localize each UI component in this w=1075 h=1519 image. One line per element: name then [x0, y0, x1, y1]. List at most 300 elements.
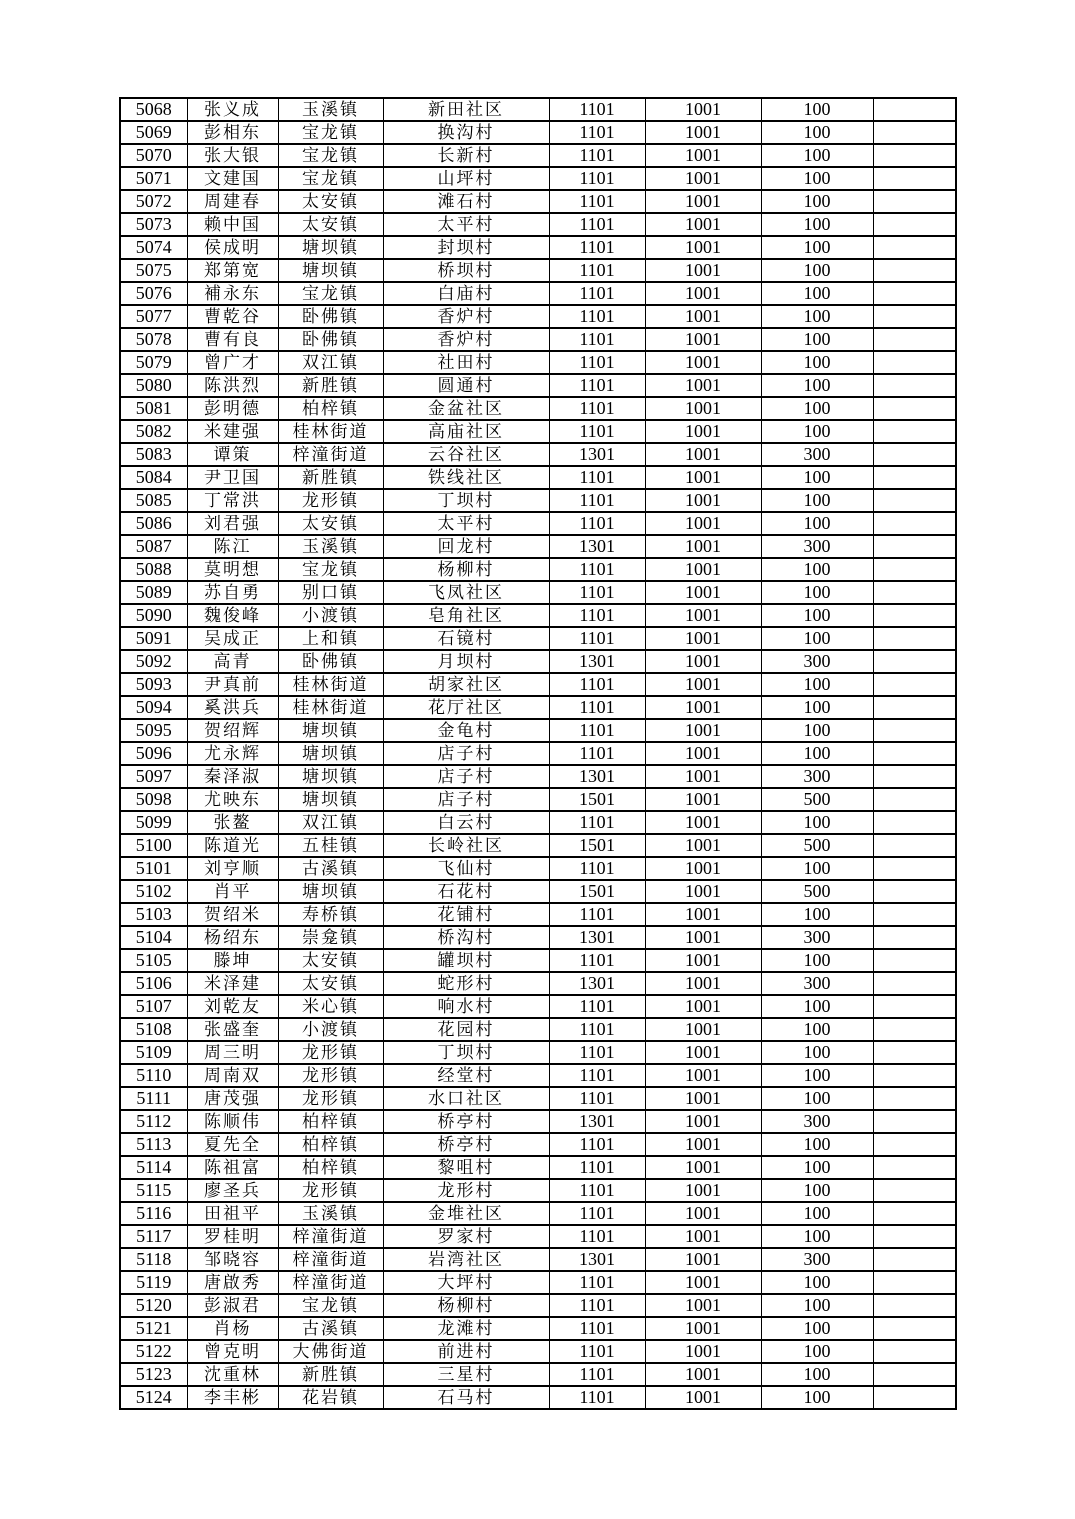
town-cell: 崇龛镇 — [278, 926, 383, 949]
code2-cell: 1001 — [645, 949, 761, 972]
town-cell: 米心镇 — [278, 995, 383, 1018]
town-cell: 小渡镇 — [278, 604, 383, 627]
village-cell: 经堂村 — [383, 1064, 549, 1087]
village-cell: 太平村 — [383, 512, 549, 535]
village-cell: 滩石村 — [383, 190, 549, 213]
table-row — [120, 581, 956, 604]
code2-cell: 1001 — [645, 1018, 761, 1041]
code2-cell: 1001 — [645, 1041, 761, 1064]
code2-cell: 1001 — [645, 1110, 761, 1133]
blank-cell — [873, 98, 956, 121]
code2-cell: 1001 — [645, 420, 761, 443]
name-cell: 尹真前 — [187, 673, 278, 696]
name-cell: 张义成 — [187, 98, 278, 121]
code1-cell: 1101 — [549, 397, 645, 420]
table-row — [120, 213, 956, 236]
serial-cell: 5120 — [120, 1294, 187, 1317]
name-cell: 周三明 — [187, 1041, 278, 1064]
code1-cell: 1101 — [549, 1363, 645, 1386]
table-row — [120, 535, 956, 558]
amount-cell: 100 — [761, 903, 873, 926]
table-row — [120, 765, 956, 788]
town-cell: 新胜镇 — [278, 374, 383, 397]
name-cell: 曹乾谷 — [187, 305, 278, 328]
code2-cell: 1001 — [645, 1248, 761, 1271]
serial-cell: 5070 — [120, 144, 187, 167]
code1-cell: 1101 — [549, 190, 645, 213]
town-cell: 宝龙镇 — [278, 1294, 383, 1317]
town-cell: 梓潼街道 — [278, 1271, 383, 1294]
code2-cell: 1001 — [645, 535, 761, 558]
code1-cell: 1101 — [549, 903, 645, 926]
code1-cell: 1101 — [549, 696, 645, 719]
code1-cell: 1101 — [549, 1271, 645, 1294]
serial-cell: 5115 — [120, 1179, 187, 1202]
table-row — [120, 328, 956, 351]
serial-cell: 5124 — [120, 1386, 187, 1409]
town-cell: 宝龙镇 — [278, 167, 383, 190]
code1-cell: 1101 — [549, 1202, 645, 1225]
name-cell: 沈重林 — [187, 1363, 278, 1386]
code1-cell: 1301 — [549, 972, 645, 995]
town-cell: 太安镇 — [278, 190, 383, 213]
name-cell: 张盛奎 — [187, 1018, 278, 1041]
code2-cell: 1001 — [645, 627, 761, 650]
amount-cell: 100 — [761, 1340, 873, 1363]
name-cell: 肖平 — [187, 880, 278, 903]
code2-cell: 1001 — [645, 1179, 761, 1202]
amount-cell: 100 — [761, 949, 873, 972]
table-row — [120, 719, 956, 742]
table-row — [120, 880, 956, 903]
name-cell: 滕坤 — [187, 949, 278, 972]
code2-cell: 1001 — [645, 167, 761, 190]
code1-cell: 1101 — [549, 259, 645, 282]
village-cell: 花铺村 — [383, 903, 549, 926]
code1-cell: 1101 — [549, 489, 645, 512]
name-cell: 尹卫国 — [187, 466, 278, 489]
town-cell: 柏梓镇 — [278, 1133, 383, 1156]
table-row — [120, 903, 956, 926]
table-row — [120, 1386, 956, 1409]
blank-cell — [873, 719, 956, 742]
name-cell: 米建强 — [187, 420, 278, 443]
code1-cell: 1101 — [549, 1133, 645, 1156]
name-cell: 贺绍米 — [187, 903, 278, 926]
blank-cell — [873, 696, 956, 719]
code2-cell: 1001 — [645, 1317, 761, 1340]
table-row — [120, 121, 956, 144]
village-cell: 三星村 — [383, 1363, 549, 1386]
name-cell: 魏俊峰 — [187, 604, 278, 627]
name-cell: 赖中国 — [187, 213, 278, 236]
code1-cell: 1101 — [549, 1156, 645, 1179]
code1-cell: 1101 — [549, 627, 645, 650]
table-row — [120, 788, 956, 811]
blank-cell — [873, 1064, 956, 1087]
village-cell: 丁坝村 — [383, 489, 549, 512]
code2-cell: 1001 — [645, 696, 761, 719]
blank-cell — [873, 374, 956, 397]
amount-cell: 100 — [761, 742, 873, 765]
code2-cell: 1001 — [645, 558, 761, 581]
village-cell: 大坪村 — [383, 1271, 549, 1294]
code2-cell: 1001 — [645, 995, 761, 1018]
serial-cell: 5122 — [120, 1340, 187, 1363]
code2-cell: 1001 — [645, 144, 761, 167]
blank-cell — [873, 926, 956, 949]
name-cell: 郑第宽 — [187, 259, 278, 282]
blank-cell — [873, 1340, 956, 1363]
town-cell: 塘坝镇 — [278, 742, 383, 765]
code1-cell: 1101 — [549, 1064, 645, 1087]
serial-cell: 5101 — [120, 857, 187, 880]
amount-cell: 100 — [761, 328, 873, 351]
amount-cell: 100 — [761, 1202, 873, 1225]
town-cell: 寿桥镇 — [278, 903, 383, 926]
village-cell: 白云村 — [383, 811, 549, 834]
blank-cell — [873, 811, 956, 834]
code2-cell: 1001 — [645, 190, 761, 213]
blank-cell — [873, 259, 956, 282]
village-cell: 桥亭村 — [383, 1133, 549, 1156]
table-row — [120, 995, 956, 1018]
town-cell: 卧佛镇 — [278, 650, 383, 673]
town-cell: 新胜镇 — [278, 1363, 383, 1386]
code2-cell: 1001 — [645, 98, 761, 121]
serial-cell: 5123 — [120, 1363, 187, 1386]
table-row — [120, 1041, 956, 1064]
table-row — [120, 1248, 956, 1271]
village-cell: 社田村 — [383, 351, 549, 374]
serial-cell: 5082 — [120, 420, 187, 443]
blank-cell — [873, 535, 956, 558]
village-cell: 高庙社区 — [383, 420, 549, 443]
village-cell: 罐坝村 — [383, 949, 549, 972]
town-cell: 古溪镇 — [278, 1317, 383, 1340]
code1-cell: 1101 — [549, 167, 645, 190]
name-cell: 陈江 — [187, 535, 278, 558]
village-cell: 蛇形村 — [383, 972, 549, 995]
table-row — [120, 811, 956, 834]
serial-cell: 5111 — [120, 1087, 187, 1110]
name-cell: 曾克明 — [187, 1340, 278, 1363]
amount-cell: 100 — [761, 1156, 873, 1179]
code2-cell: 1001 — [645, 1133, 761, 1156]
code2-cell: 1001 — [645, 1386, 761, 1409]
serial-cell: 5118 — [120, 1248, 187, 1271]
table-row — [120, 443, 956, 466]
table-row — [120, 512, 956, 535]
code2-cell: 1001 — [645, 719, 761, 742]
town-cell: 龙形镇 — [278, 1087, 383, 1110]
blank-cell — [873, 489, 956, 512]
amount-cell: 500 — [761, 880, 873, 903]
amount-cell: 100 — [761, 696, 873, 719]
serial-cell: 5094 — [120, 696, 187, 719]
name-cell: 尤映东 — [187, 788, 278, 811]
table-row — [120, 696, 956, 719]
name-cell: 秦泽淑 — [187, 765, 278, 788]
serial-cell: 5088 — [120, 558, 187, 581]
table-row — [120, 236, 956, 259]
table-row — [120, 834, 956, 857]
table-row — [120, 1317, 956, 1340]
village-cell: 杨柳村 — [383, 558, 549, 581]
code2-cell: 1001 — [645, 443, 761, 466]
code2-cell: 1001 — [645, 1156, 761, 1179]
name-cell: 刘君强 — [187, 512, 278, 535]
blank-cell — [873, 880, 956, 903]
blank-cell — [873, 282, 956, 305]
town-cell: 梓潼街道 — [278, 443, 383, 466]
table-row — [120, 259, 956, 282]
amount-cell: 100 — [761, 305, 873, 328]
blank-cell — [873, 673, 956, 696]
serial-cell: 5098 — [120, 788, 187, 811]
table-row — [120, 144, 956, 167]
code2-cell: 1001 — [645, 466, 761, 489]
serial-cell: 5081 — [120, 397, 187, 420]
table-row — [120, 857, 956, 880]
code2-cell: 1001 — [645, 857, 761, 880]
amount-cell: 100 — [761, 213, 873, 236]
village-cell: 铁线社区 — [383, 466, 549, 489]
amount-cell: 100 — [761, 1087, 873, 1110]
village-cell: 桥亭村 — [383, 1110, 549, 1133]
blank-cell — [873, 1179, 956, 1202]
serial-cell: 5073 — [120, 213, 187, 236]
table-row — [120, 190, 956, 213]
blank-cell — [873, 650, 956, 673]
town-cell: 柏梓镇 — [278, 1110, 383, 1133]
name-cell: 陈祖富 — [187, 1156, 278, 1179]
name-cell: 高青 — [187, 650, 278, 673]
village-cell: 长岭社区 — [383, 834, 549, 857]
town-cell: 双江镇 — [278, 351, 383, 374]
serial-cell: 5071 — [120, 167, 187, 190]
serial-cell: 5085 — [120, 489, 187, 512]
code2-cell: 1001 — [645, 1294, 761, 1317]
code1-cell: 1301 — [549, 765, 645, 788]
amount-cell: 100 — [761, 1271, 873, 1294]
amount-cell: 100 — [761, 397, 873, 420]
amount-cell: 100 — [761, 1064, 873, 1087]
name-cell: 彭淑君 — [187, 1294, 278, 1317]
blank-cell — [873, 834, 956, 857]
code1-cell: 1301 — [549, 1248, 645, 1271]
code2-cell: 1001 — [645, 512, 761, 535]
village-cell: 石马村 — [383, 1386, 549, 1409]
code2-cell: 1001 — [645, 1202, 761, 1225]
code1-cell: 1101 — [549, 1087, 645, 1110]
serial-cell: 5116 — [120, 1202, 187, 1225]
village-cell: 金盆社区 — [383, 397, 549, 420]
code1-cell: 1101 — [549, 328, 645, 351]
village-cell: 香炉村 — [383, 305, 549, 328]
amount-cell: 100 — [761, 98, 873, 121]
amount-cell: 300 — [761, 1110, 873, 1133]
code1-cell: 1301 — [549, 1110, 645, 1133]
serial-cell: 5078 — [120, 328, 187, 351]
amount-cell: 100 — [761, 420, 873, 443]
name-cell: 贺绍辉 — [187, 719, 278, 742]
code2-cell: 1001 — [645, 811, 761, 834]
blank-cell — [873, 627, 956, 650]
code2-cell: 1001 — [645, 1340, 761, 1363]
village-cell: 换沟村 — [383, 121, 549, 144]
code1-cell: 1301 — [549, 443, 645, 466]
amount-cell: 300 — [761, 650, 873, 673]
blank-cell — [873, 903, 956, 926]
code2-cell: 1001 — [645, 374, 761, 397]
name-cell: 邹晓容 — [187, 1248, 278, 1271]
village-cell: 花园村 — [383, 1018, 549, 1041]
amount-cell: 100 — [761, 673, 873, 696]
serial-cell: 5095 — [120, 719, 187, 742]
amount-cell: 100 — [761, 1133, 873, 1156]
town-cell: 别口镇 — [278, 581, 383, 604]
amount-cell: 100 — [761, 144, 873, 167]
code2-cell: 1001 — [645, 1087, 761, 1110]
code1-cell: 1301 — [549, 535, 645, 558]
table-row — [120, 98, 956, 121]
table-row — [120, 742, 956, 765]
table-row — [120, 1133, 956, 1156]
village-cell: 响水村 — [383, 995, 549, 1018]
village-cell: 桥坝村 — [383, 259, 549, 282]
town-cell: 龙形镇 — [278, 489, 383, 512]
amount-cell: 500 — [761, 834, 873, 857]
name-cell: 吴成正 — [187, 627, 278, 650]
blank-cell — [873, 1133, 956, 1156]
code2-cell: 1001 — [645, 351, 761, 374]
village-cell: 罗家村 — [383, 1225, 549, 1248]
blank-cell — [873, 213, 956, 236]
code1-cell: 1101 — [549, 604, 645, 627]
code1-cell: 1501 — [549, 788, 645, 811]
blank-cell — [873, 1041, 956, 1064]
town-cell: 太安镇 — [278, 972, 383, 995]
name-cell: 周建春 — [187, 190, 278, 213]
serial-cell: 5075 — [120, 259, 187, 282]
town-cell: 梓潼街道 — [278, 1248, 383, 1271]
serial-cell: 5090 — [120, 604, 187, 627]
village-cell: 胡家社区 — [383, 673, 549, 696]
code1-cell: 1101 — [549, 811, 645, 834]
roster-table-body — [120, 98, 956, 1409]
code2-cell: 1001 — [645, 834, 761, 857]
amount-cell: 100 — [761, 627, 873, 650]
code1-cell: 1101 — [549, 351, 645, 374]
serial-cell: 5079 — [120, 351, 187, 374]
code2-cell: 1001 — [645, 1363, 761, 1386]
amount-cell: 300 — [761, 1248, 873, 1271]
code1-cell: 1101 — [549, 121, 645, 144]
name-cell: 補永东 — [187, 282, 278, 305]
amount-cell: 100 — [761, 512, 873, 535]
code2-cell: 1001 — [645, 581, 761, 604]
serial-cell: 5099 — [120, 811, 187, 834]
serial-cell: 5105 — [120, 949, 187, 972]
village-cell: 飞仙村 — [383, 857, 549, 880]
town-cell: 卧佛镇 — [278, 305, 383, 328]
code1-cell: 1101 — [549, 857, 645, 880]
amount-cell: 100 — [761, 1018, 873, 1041]
amount-cell: 300 — [761, 765, 873, 788]
serial-cell: 5097 — [120, 765, 187, 788]
blank-cell — [873, 443, 956, 466]
table-row — [120, 972, 956, 995]
code1-cell: 1101 — [549, 742, 645, 765]
village-cell: 封坝村 — [383, 236, 549, 259]
code2-cell: 1001 — [645, 926, 761, 949]
name-cell: 夏先全 — [187, 1133, 278, 1156]
code1-cell: 1101 — [549, 1041, 645, 1064]
name-cell: 陈洪烈 — [187, 374, 278, 397]
blank-cell — [873, 466, 956, 489]
amount-cell: 100 — [761, 604, 873, 627]
blank-cell — [873, 581, 956, 604]
blank-cell — [873, 1317, 956, 1340]
table-row — [120, 604, 956, 627]
blank-cell — [873, 742, 956, 765]
serial-cell: 5103 — [120, 903, 187, 926]
blank-cell — [873, 1202, 956, 1225]
code1-cell: 1301 — [549, 650, 645, 673]
blank-cell — [873, 305, 956, 328]
serial-cell: 5117 — [120, 1225, 187, 1248]
code1-cell: 1101 — [549, 466, 645, 489]
code2-cell: 1001 — [645, 765, 761, 788]
village-cell: 山坪村 — [383, 167, 549, 190]
table-row — [120, 627, 956, 650]
blank-cell — [873, 1271, 956, 1294]
code2-cell: 1001 — [645, 880, 761, 903]
serial-cell: 5093 — [120, 673, 187, 696]
serial-cell: 5119 — [120, 1271, 187, 1294]
blank-cell — [873, 1018, 956, 1041]
serial-cell: 5107 — [120, 995, 187, 1018]
code1-cell: 1101 — [549, 1317, 645, 1340]
amount-cell: 300 — [761, 443, 873, 466]
table-row — [120, 673, 956, 696]
name-cell: 彭明德 — [187, 397, 278, 420]
blank-cell — [873, 1087, 956, 1110]
amount-cell: 100 — [761, 1179, 873, 1202]
roster-table — [119, 97, 957, 1410]
code2-cell: 1001 — [645, 903, 761, 926]
village-cell: 店子村 — [383, 788, 549, 811]
village-cell: 杨柳村 — [383, 1294, 549, 1317]
table-row — [120, 949, 956, 972]
town-cell: 塘坝镇 — [278, 765, 383, 788]
code2-cell: 1001 — [645, 121, 761, 144]
code2-cell: 1001 — [645, 328, 761, 351]
code2-cell: 1001 — [645, 742, 761, 765]
serial-cell: 5096 — [120, 742, 187, 765]
town-cell: 太安镇 — [278, 949, 383, 972]
table-row — [120, 650, 956, 673]
amount-cell: 100 — [761, 351, 873, 374]
serial-cell: 5100 — [120, 834, 187, 857]
code1-cell: 1101 — [549, 213, 645, 236]
serial-cell: 5086 — [120, 512, 187, 535]
serial-cell: 5084 — [120, 466, 187, 489]
table-row — [120, 1271, 956, 1294]
town-cell: 玉溪镇 — [278, 98, 383, 121]
town-cell: 柏梓镇 — [278, 397, 383, 420]
